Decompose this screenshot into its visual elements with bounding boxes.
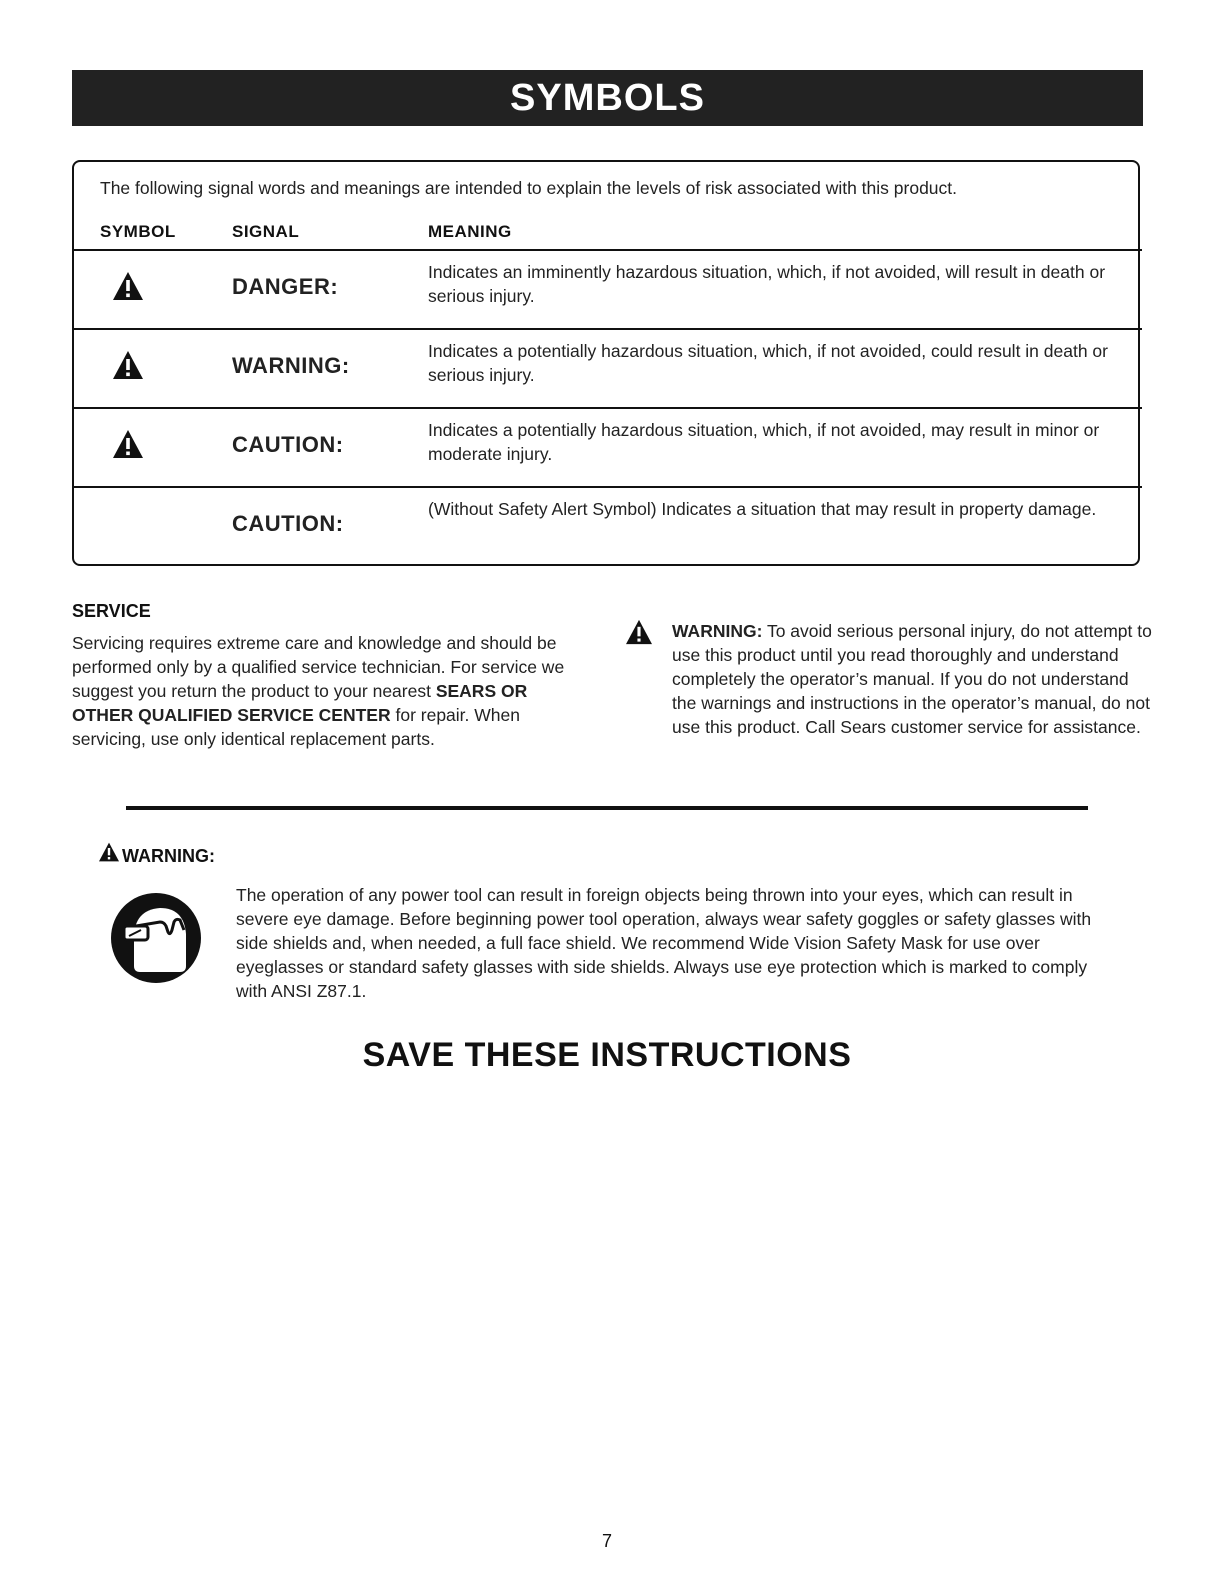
symbol-row-caution-property xyxy=(72,486,1142,565)
symbols-banner xyxy=(72,70,1143,126)
symbol-row-caution xyxy=(72,407,1142,486)
service-center-emphasis: SEARS OR OTHER QUALIFIED SERVICE CENTER xyxy=(72,681,528,725)
service-text-end: for repair. When servicing, use only identical replacement parts. xyxy=(72,705,520,749)
signal-meaning: Indicates a potentially hazardous situation, which, if not avoided, could result in death or serious injury. xyxy=(428,341,1108,385)
signal-meaning: (Without Safety Alert Symbol) Indicates a situation that may result in property damage. xyxy=(428,499,1097,519)
signal-word: CAUTION: xyxy=(232,511,344,536)
signal-word: CAUTION: xyxy=(232,432,344,457)
symbols-intro: The following signal words and meanings are intended to explain the levels of risk associated with this product. xyxy=(100,178,958,198)
signal-meaning: Indicates a potentially hazardous situation, which, if not avoided, may result in minor or moderate injury. xyxy=(428,420,1100,464)
operator-manual-warning xyxy=(672,619,1152,739)
symbol-row-danger xyxy=(72,249,1142,328)
page-number: 7 xyxy=(601,1531,612,1551)
header-meaning: MEANING xyxy=(428,222,512,241)
section-divider xyxy=(126,806,1088,810)
warning-text: To avoid serious personal injury, do not attempt to use this product until you read thoroughly and understand completely the operator’s manual. If you do not understand the warnings and instructions in the operator’s manual, do not use this product. Call Sears customer service for assistance. xyxy=(672,621,1152,737)
service-title: SERVICE xyxy=(72,601,151,621)
signal-word: DANGER: xyxy=(232,274,339,299)
signal-meaning: Indicates an imminently hazardous situation, which, if not avoided, will result in death or serious injury. xyxy=(428,262,1106,306)
signal-word: WARNING: xyxy=(232,353,350,378)
safety-alert-icon xyxy=(112,271,144,301)
symbol-row-warning xyxy=(72,328,1142,407)
safety-alert-icon xyxy=(624,619,654,645)
service-text xyxy=(72,631,592,751)
header-signal: SIGNAL xyxy=(232,222,300,241)
safety-alert-icon xyxy=(112,350,144,380)
service-text-start: Servicing requires extreme care and knowledge and should be performed only by a qualified service technician. For service we suggest you return the product to your nearest xyxy=(72,633,565,701)
symbols-table xyxy=(72,160,1140,566)
safety-alert-icon xyxy=(112,429,144,459)
eye-warning-label: WARNING: xyxy=(122,846,215,866)
header-symbol: SYMBOL xyxy=(100,222,176,241)
save-instructions-heading: SAVE THESE INSTRUCTIONS xyxy=(362,1036,852,1074)
eye-protection-icon xyxy=(110,892,202,984)
safety-alert-icon xyxy=(98,842,120,862)
warning-label: WARNING: xyxy=(672,621,763,641)
eye-warning-text: The operation of any power tool can result in foreign objects being thrown into your eyes, which can result in severe eye damage. Before beginning power tool operation, always wear safety goggles or safety glasses with side shields and, when needed, a full face shield. We recommend Wide Vision Safety Mask for use over eyeglasses or standard safety glasses with side shields. Always use eye protection which is marked to comply with ANSI Z87.1. xyxy=(236,885,1092,1001)
banner-title: SYMBOLS xyxy=(510,76,705,119)
